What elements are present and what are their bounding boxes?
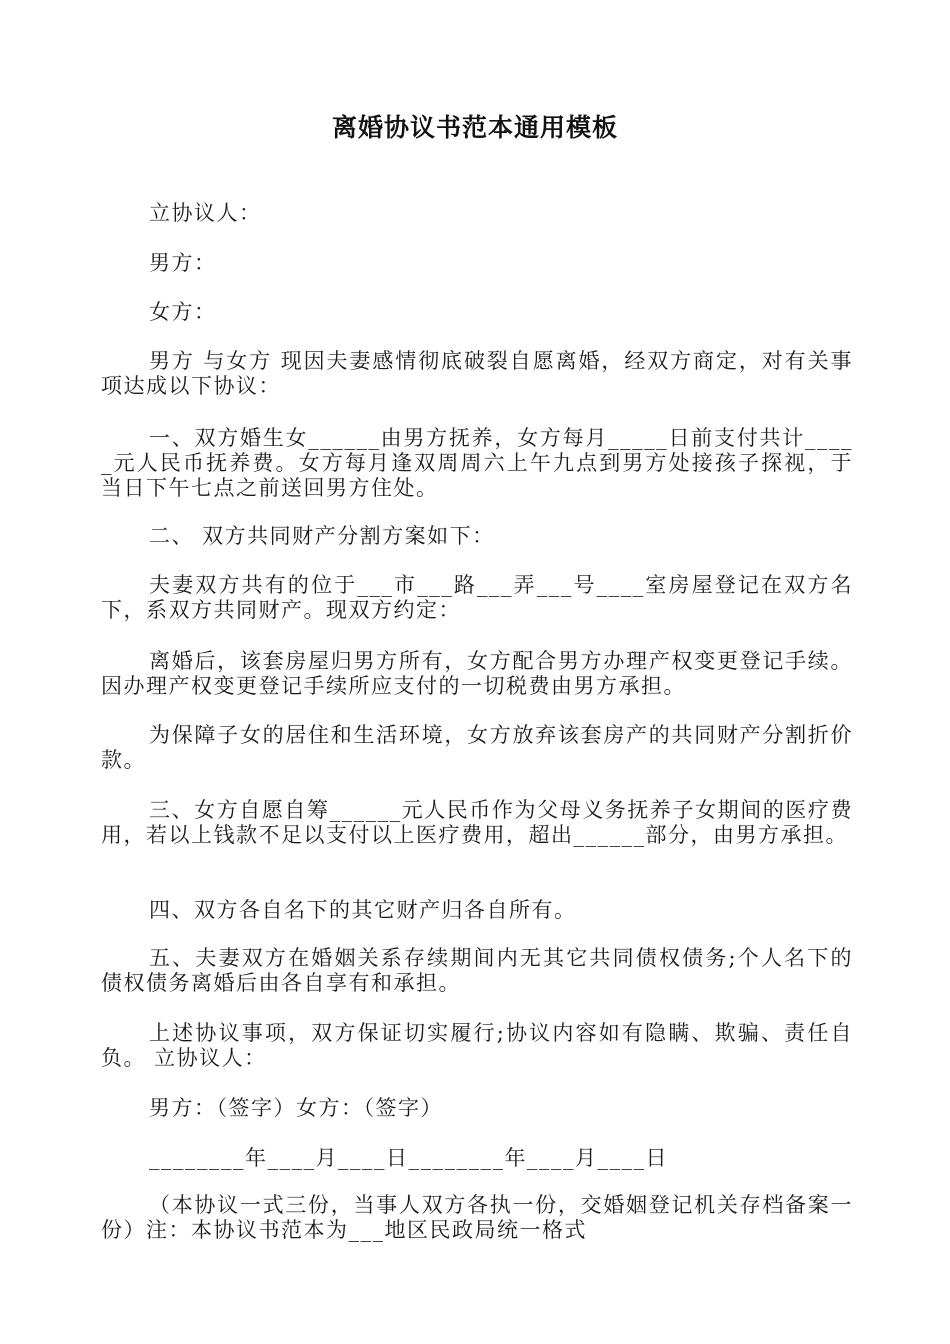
paragraph-signatures: 男方：（签字）女方：（签字） bbox=[149, 1096, 443, 1120]
paragraph-waiver: 为保障子女的居住和生活环境，女方放弃该套房产的共同财产分割折价款。 bbox=[101, 723, 853, 772]
paragraph-house-ownership: 离婚后，该套房屋归男方所有，女方配合男方办理产权变更登记手续。因办理产权变更登记手续所应支付的一切税费由男方承担。 bbox=[101, 649, 853, 698]
paragraph-property: 夫妻双方共有的位于___市___路___弄___号____室房屋登记在双方名下，系双方共同财产。现双方约定： bbox=[101, 573, 853, 622]
paragraph-clause-5: 五、夫妻双方在婚姻关系存续期间内无其它共同债权债务;个人名下的债权债务离婚后由各自享有和承担。 bbox=[101, 946, 853, 995]
paragraph-note: （本协议一式三份，当事人双方各执一份，交婚姻登记机关存档备案一份）注：本协议书范本为___地区民政局统一格式 bbox=[101, 1193, 853, 1242]
paragraph-clause-1: 一、双方婚生女______由男方抚养，女方每月_____日前支付共计_____元人民币抚养费。女方每月逢双周周六上午九点到男方处接孩子探视，于当日下午七点之前送回男方住处。 bbox=[101, 426, 853, 500]
paragraph-clause-2: 二、 双方共同财产分割方案如下： bbox=[149, 524, 495, 548]
paragraph-guarantee: 上述协议事项，双方保证切实履行;协议内容如有隐瞒、欺骗、责任自负。 立协议人： bbox=[101, 1021, 853, 1070]
paragraph-dates: ________年____月____日________年____月____日 bbox=[149, 1146, 668, 1170]
paragraph-husband: 男方： bbox=[149, 251, 217, 275]
paragraph-clause-4: 四、双方各自名下的其它财产归各自所有。 bbox=[149, 898, 577, 922]
paragraph-wife: 女方： bbox=[149, 300, 217, 324]
paragraph-clause-3: 三、女方自愿自筹______元人民币作为父母义务抚养子女期间的医疗费用，若以上钱款不足以支付以上医疗费用，超出______部分，由男方承担。 bbox=[101, 798, 853, 847]
paragraph-parties-heading: 立协议人： bbox=[149, 201, 262, 225]
paragraph-preamble: 男方 与女方 现因夫妻感情彻底破裂自愿离婚，经双方商定，对有关事项达成以下协议： bbox=[101, 349, 853, 398]
document-title: 离婚协议书范本通用模板 bbox=[331, 113, 618, 142]
